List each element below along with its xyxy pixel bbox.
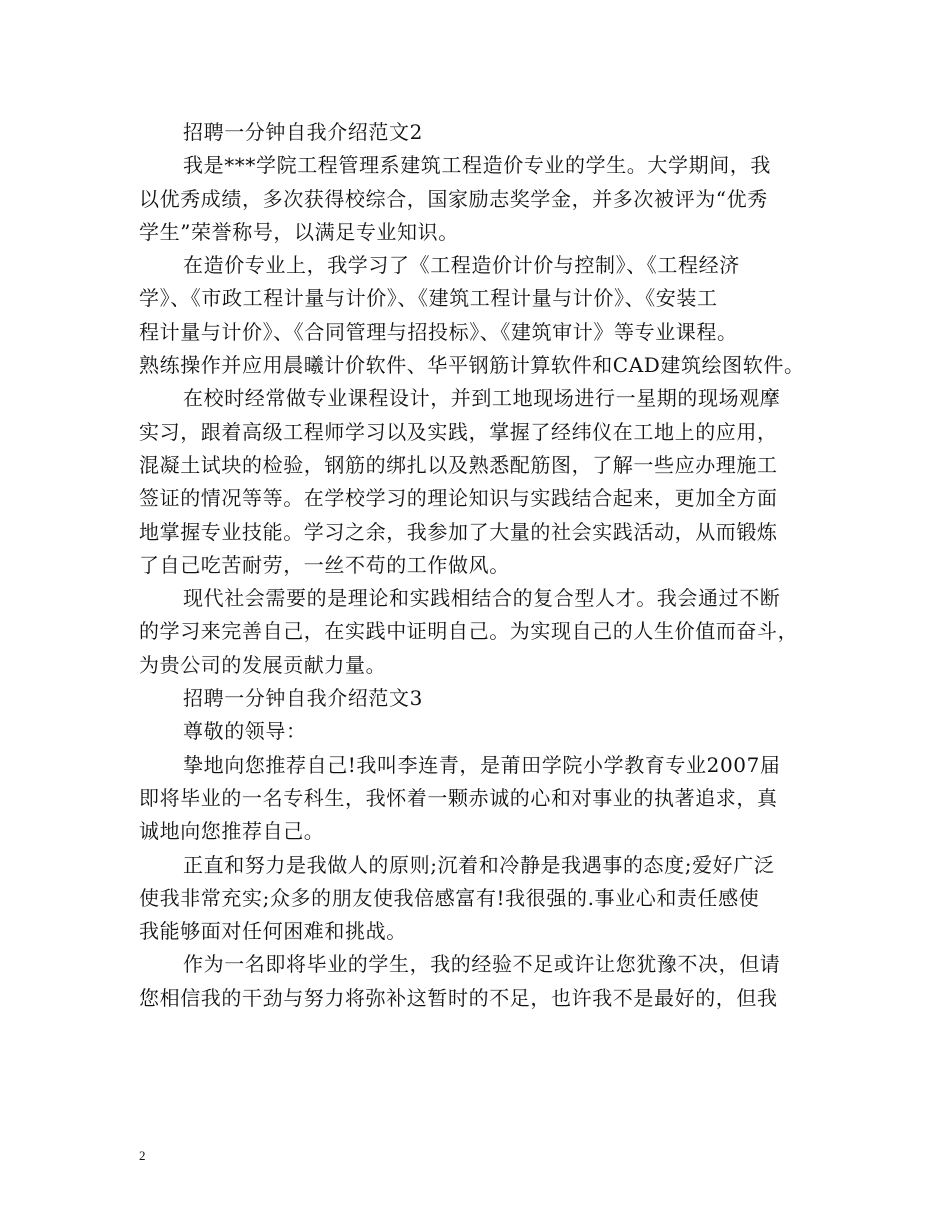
- paragraph-line: 熟练操作并应用晨曦计价软件、华平钢筋计算软件和CAD建筑绘图软件。: [139, 353, 805, 378]
- paragraph-line: 正直和努力是我做人的原则;沉着和冷静是我遇事的态度;爱好广泛: [183, 852, 775, 877]
- paragraph-line: 学》、《市政工程计量与计价》、《建筑工程计量与计价》、《安装工: [139, 286, 718, 311]
- paragraph-line: 程计量与计价》、《合同管理与招投标》、《建筑审计》等专业课程。: [139, 319, 738, 344]
- paragraph-line: 以优秀成绩，多次获得校综合，国家励志奖学金，并多次被评为“优秀: [139, 186, 768, 211]
- salutation: 尊敬的领导：: [183, 719, 307, 744]
- paragraph-line: 签证的情况等等。在学校学习的理论知识与实践结合起来，更加全方面: [139, 486, 778, 511]
- paragraph-line: 您相信我的干劲与努力将弥补这暂时的不足，也许我不是最好的，但我: [139, 985, 778, 1010]
- paragraph-line: 在校时经常做专业课程设计，并到工地现场进行一星期的现场观摩: [183, 386, 781, 411]
- paragraph-line: 我能够面对任何困难和挑战。: [139, 919, 407, 944]
- document-body: [139, 116, 819, 1015]
- paragraph-line: 即将毕业的一名专科生，我怀着一颗赤诚的心和对事业的执著追求，真: [139, 785, 778, 810]
- paragraph-line: 混凝土试块的检验，钢筋的绑扎以及熟悉配筋图，了解一些应办理施工: [139, 452, 778, 477]
- paragraph-line: 实习，跟着高级工程师学习以及实践，掌握了经纬仪在工地上的应用，: [139, 419, 778, 444]
- section-heading: 招聘一分钟自我介绍范文3: [183, 686, 423, 711]
- paragraph-line: 的学习来完善自己，在实践中证明自己。为实现自己的人生价值而奋斗，: [139, 619, 799, 644]
- paragraph-line: 我是***学院工程管理系建筑工程造价专业的学生。大学期间，我: [183, 153, 771, 178]
- section-heading: 招聘一分钟自我介绍范文2: [183, 120, 423, 144]
- paragraph-line: 学生”荣誉称号，以满足专业知识。: [139, 219, 459, 244]
- paragraph-line: 为贵公司的发展贡献力量。: [139, 652, 387, 677]
- paragraph-line: 地掌握专业技能。学习之余，我参加了大量的社会实践活动，从而锻炼: [139, 519, 778, 544]
- paragraph-line: 现代社会需要的是理论和实践相结合的复合型人才。我会通过不断: [183, 586, 781, 611]
- paragraph-line: 诚地向您推荐自己。: [139, 819, 325, 844]
- paragraph-line: 作为一名即将毕业的学生，我的经验不足或许让您犹豫不决，但请: [183, 952, 781, 977]
- paragraph-line: 了自己吃苦耐劳，一丝不苟的工作做风。: [139, 552, 510, 577]
- paragraph-line: 使我非常充实;众多的朋友使我倍感富有!我很强的.事业心和责任感使: [139, 885, 760, 910]
- paragraph-line: 在造价专业上，我学习了《工程造价计价与控制》、《工程经济: [183, 253, 740, 278]
- paragraph-line: 挚地向您推荐自己!我叫李连青，是莆田学院小学教育专业2007届: [183, 752, 781, 777]
- page-number: 2: [139, 1148, 146, 1163]
